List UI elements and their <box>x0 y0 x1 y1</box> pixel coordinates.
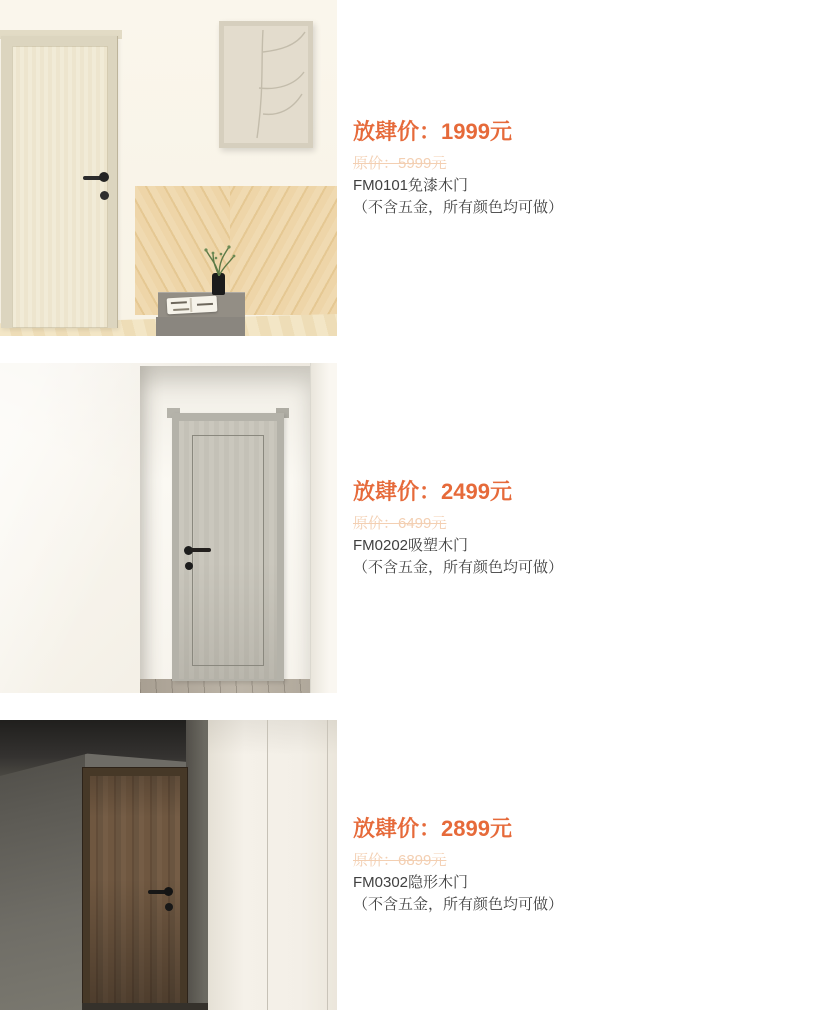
sale-price: 放肆价：2899元 <box>353 815 512 841</box>
open-book <box>167 296 218 315</box>
plant-sprigs <box>200 244 238 276</box>
wardrobe-panels <box>208 720 337 1010</box>
grey-wood-floor <box>140 679 310 693</box>
abstract-art-lines <box>224 26 308 143</box>
book-print <box>171 301 187 304</box>
herringbone-right-half <box>230 186 337 315</box>
wardrobe-panel-seam <box>267 720 268 1010</box>
door-lock-knob <box>100 191 109 200</box>
door-lock-knob <box>185 562 193 570</box>
product-name: FM0101免漆木门 <box>353 176 469 194</box>
door-handle-lever <box>190 548 211 552</box>
hallway-right-wall <box>186 720 208 1010</box>
door-leaf <box>12 46 108 328</box>
product-card <box>0 363 829 693</box>
right-wall-column <box>310 363 337 693</box>
product-image-grey-door <box>0 363 337 693</box>
product-card <box>0 720 829 1010</box>
product-card <box>0 0 829 336</box>
product-note: （不含五金，所有颜色均可做） <box>353 895 564 913</box>
door-handle-rosette <box>164 887 173 896</box>
book-crease <box>190 298 193 312</box>
stool-front <box>156 317 245 336</box>
product-info <box>337 0 563 336</box>
sale-price: 放肆价：1999元 <box>353 118 512 144</box>
product-name: FM0302隐形木门 <box>353 873 469 891</box>
wardrobe-panel-seam <box>327 720 328 1010</box>
product-image-walnut-door <box>0 720 337 1010</box>
product-name: FM0202吸塑木门 <box>353 536 469 554</box>
original-price: 原价：6499元 <box>353 514 447 532</box>
sale-price: 放肆价：2499元 <box>353 478 512 504</box>
original-price: 原价：5999元 <box>353 154 447 172</box>
framed-abstract-art <box>219 21 313 148</box>
door-lock-knob <box>165 903 173 911</box>
product-image-cream-door <box>0 0 337 336</box>
product-note: （不含五金，所有颜色均可做） <box>353 198 564 216</box>
original-price: 原价：6899元 <box>353 851 447 869</box>
product-note: （不含五金，所有颜色均可做） <box>353 558 564 576</box>
door-handle-rosette <box>99 172 109 182</box>
black-vase <box>212 273 225 295</box>
product-info <box>337 720 563 1010</box>
dark-floor <box>82 1003 208 1010</box>
product-info <box>337 363 563 693</box>
